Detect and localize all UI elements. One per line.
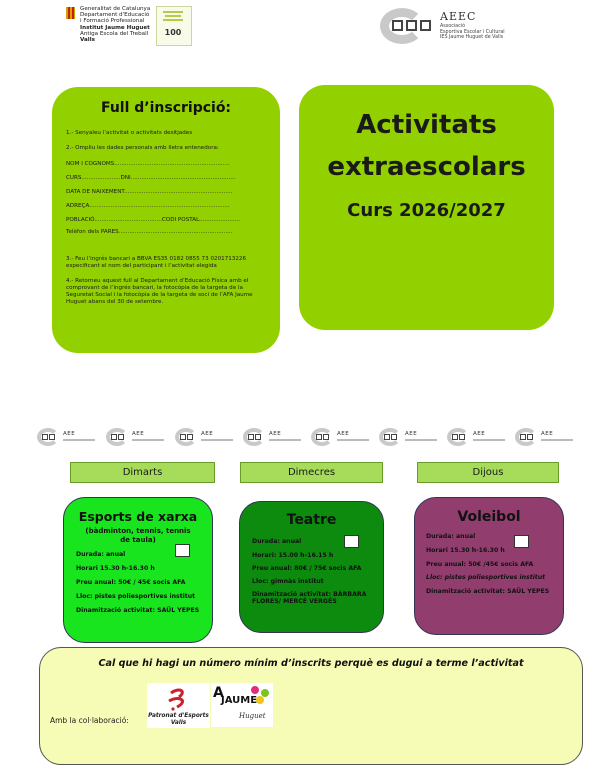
activity-price: Preu anual: 50€ / 45€ socis AFA	[76, 579, 186, 586]
instruction-step: 2.- Ompliu les dades personals amb lletra entenedora:	[66, 145, 219, 151]
patronat-line: Patronat d'Esports	[148, 713, 209, 719]
afa-jaume-huguet-logo	[211, 683, 273, 727]
activity-checkbox[interactable]	[514, 535, 529, 548]
activity-checkbox[interactable]	[344, 535, 359, 548]
activity-title: Esports de xarxa	[78, 509, 198, 524]
course-year: Curs 2026/2027	[347, 200, 506, 221]
aeec-subtitle	[440, 24, 505, 41]
logo-dot-icon	[256, 696, 264, 704]
activity-place: Lloc: pistes poliesportives institut	[426, 574, 546, 581]
activity-schedule: Horari 15.30 h-16.30 h	[76, 565, 155, 572]
page-title-line: extraescolars	[327, 152, 526, 182]
gencat-line: Departament d'Educació	[80, 12, 150, 19]
aeec-square-icon	[392, 20, 403, 31]
activity-leader: Dinamització activitat: BÀRBARA FLORES/ MERCÈ VERGÉS	[252, 591, 367, 605]
activity-duration: Durada: anual	[426, 533, 476, 540]
generalitat-emblem	[66, 7, 75, 19]
aeec-mini-logo: AEE	[379, 428, 443, 446]
generalitat-logo-text	[80, 6, 150, 43]
patronat-text	[147, 713, 210, 726]
activity-schedule: Horari: 15.00 h-16.15 h	[252, 552, 334, 559]
form-field-name[interactable]: NOM I COGNOMS.................................................................	[66, 161, 230, 167]
aeec-mini-logo: AEE	[447, 428, 511, 446]
patronat-esports-logo	[147, 683, 210, 728]
gencat-line: i Formació Professional	[80, 18, 145, 25]
form-field-course[interactable]: CURS......................DNI...........................................................	[66, 175, 236, 181]
aeec-sub-line: IES Jaume Huguet de Valls	[440, 35, 504, 41]
activity-title: Voleibol	[457, 509, 521, 525]
aeec-square-icon	[420, 20, 431, 31]
form-field-town[interactable]: POBLACIÓ......................................CODI POSTAL.......................	[66, 217, 241, 223]
aeec-mini-logo: AEE	[243, 428, 307, 446]
jaume-script: Huguet	[239, 712, 266, 720]
day-header-thursday: Dijous	[417, 462, 559, 483]
aeec-mini-logo: AEE	[515, 428, 579, 446]
badge-decoration	[160, 9, 186, 23]
collaboration-label: Amb la col·laboració:	[50, 716, 129, 725]
page-title-line: Activitats	[356, 110, 497, 140]
gencat-line: Valls	[80, 37, 95, 44]
minimum-enrolment-note: Cal que hi hagi un número mínim d’inscrits perquè es dugui a terme l’activitat	[98, 658, 524, 669]
activity-place: Lloc: pistes poliesportives institut	[76, 593, 196, 600]
activity-place: Lloc: gimnàs institut	[252, 578, 324, 585]
form-field-address[interactable]: ADREÇA...............................................................................	[66, 203, 230, 209]
activity-duration: Durada: anual	[76, 551, 126, 558]
jaume-name: JAUME	[221, 695, 258, 706]
form-field-parents-phone[interactable]: Telèfon dels PARES................................................................	[66, 229, 233, 235]
aeec-mini-logo: AEE	[311, 428, 375, 446]
instruction-step: 1.- Senyaleu l’activitat o activitats desitjades	[66, 130, 193, 136]
gencat-line: Antiga Escola del Treball	[80, 30, 149, 37]
inscription-title: Full d’inscripció:	[100, 100, 232, 116]
logo-dot-icon	[251, 686, 259, 694]
form-field-birthdate[interactable]: DATA DE NAIXEMENT.............................................................	[66, 189, 233, 195]
activity-price: Preu anual: 50€ /45€ socis AFA	[426, 561, 534, 568]
activity-checkbox[interactable]	[175, 544, 190, 557]
day-header-tuesday: Dimarts	[70, 462, 215, 483]
activity-schedule: Horari 15.30 h-16.30 h	[426, 547, 505, 554]
aeec-mini-logo: AEE	[175, 428, 239, 446]
aeec-sub-line: Esportiva Escolar i Cultural	[440, 29, 505, 35]
inscription-instructions	[66, 130, 271, 306]
activity-title: Teatre	[286, 512, 337, 528]
gencat-line: Institut Jaume Huguet	[80, 24, 150, 31]
instruction-step: 4.- Retorneu aquest full al Departament d’Educació Física amb el comprovant de l’ingrés bancari, la fotocòpia de la targeta de la Seguretat Social i la fotocòpia de la targeta de soci de l’AFA Jaume Huguet abans del 30 de setembre.	[66, 278, 253, 305]
gencat-line: Generalitat de Catalunya	[80, 6, 151, 12]
badge-number: 100	[164, 28, 182, 37]
patronat-swoosh-icon	[167, 687, 189, 711]
patronat-line: Valls	[170, 719, 187, 726]
activity-leader: Dinamització activitat: SAÜL YEPES	[76, 607, 200, 614]
activity-subtitle: (bàdminton, tennis, tennis de taula)	[85, 527, 191, 544]
aeec-name: AEEC	[440, 10, 477, 23]
jaume-letter: A	[213, 685, 224, 701]
activity-price: Preu anual: 80€ / 75€ socis AFA	[252, 565, 362, 572]
day-header-wednesday: Dimecres	[240, 462, 383, 483]
activity-duration: Durada: anual	[252, 538, 302, 545]
aeec-sub-line: Associació	[440, 24, 466, 29]
activity-leader: Dinamització activitat: SAÜL YEPES	[426, 588, 550, 595]
aeec-mini-logo: AEE	[106, 428, 170, 446]
aeec-square-icon	[406, 20, 417, 31]
aeec-mini-logo: AEE	[37, 428, 101, 446]
instruction-step: 3.- Feu l’ingrés bancari a BBVA ES35 0182 0855 73 0201713226 especificant el nom del participant i l’activitat elegida	[66, 256, 247, 269]
